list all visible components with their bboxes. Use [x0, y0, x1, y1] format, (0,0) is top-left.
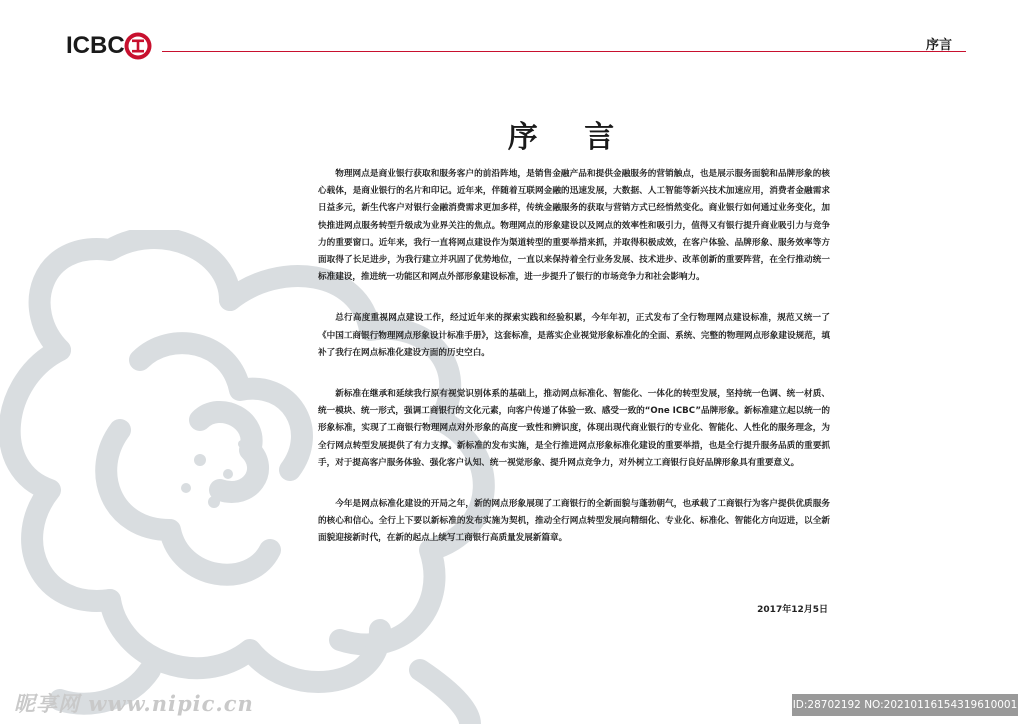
document-title: 序 言	[507, 120, 633, 155]
icbc-logo-text: ICBC	[66, 32, 125, 59]
header-divider	[162, 51, 966, 52]
paragraph: 今年是网点标准化建设的开局之年，新的网点形象展现了工商银行的全新面貌与蓬勃朝气，也承载了工商银行为客户提供优质服务的核心和信心。全行上下要以新标准的发布实施为契机，推动全行网点转型发展向精细化、专业化、标准化、智能化方向迈进，以全新面貌迎接新时代，在新的起点上续写工商银行高质量发展新篇章。	[318, 499, 830, 544]
watermark-site: 昵享网 www.nipic.cn	[14, 691, 254, 716]
paragraph: 新标准在继承和延续我行原有视觉识别体系的基础上，推动网点标准化、智能化、一体化的转型发展，坚持统一色调、统一材质、统一模块、统一形式，强调工商银行的文化元素，向客户传递了体验一致、感受一致的“One ICBC”品牌形象。新标准建立起以统一的形象标准，实现了工商银行物理网点对外形象的高度一致性和辨识度，体现出现代商业银行的专业化、智能化、人性化的服务理念，为全行网点转型发展提供了有力支撑。新标准的发布实施，是全行推进网点形象标准化建设的重要举措，也是全行提升服务品质的重要抓手，对于提高客户服务体验、强化客户认知、统一视觉形象、提升网点竞争力，对外树立工商银行良好品牌形象具有重要意义。	[318, 389, 830, 468]
section-title: 序言	[926, 38, 953, 53]
paragraph: 总行高度重视网点建设工作，经过近年来的探索实践和经验积累，今年年初，正式发布了全行物理网点建设标准，规范又统一了《中国工商银行物理网点形象设计标准手册》，这套标准，是落实企业视觉形象标准化的全面、系统、完整的物理网点形象建设规范，填补了我行在网点标准化建设方面的历史空白。	[318, 313, 830, 358]
document-date: 2017年12月5日	[757, 605, 828, 615]
page-header	[0, 0, 1024, 70]
document-body	[318, 166, 830, 572]
watermark-id: ID:28702192 NO:20210116154319610001	[792, 694, 1018, 716]
icbc-logo-icon	[123, 31, 153, 61]
paragraph: 物理网点是商业银行获取和服务客户的前沿阵地，是销售金融产品和提供金融服务的营销触点，也是展示服务面貌和品牌形象的核心载体，是商业银行的名片和印记。近年来，伴随着互联网金融的迅速发展，大数据、人工智能等新兴技术加速应用，消费者金融需求日益多元，新生代客户对银行金融消费需求更加多样，传统金融服务的获取与营销方式已经悄然变化。商业银行如何通过业务变化，加快推进网点服务转型升级成为业界关注的焦点。物理网点的形象建设以及网点的效率性和吸引力，值得又有银行提升商业吸引力与竞争力的重要窗口。近年来，我行一直将网点建设作为渠道转型的重要举措来抓，并取得积极成效，在客户体验、品牌形象、服务效率等方面取得了长足进步，为我行建立并巩固了优势地位，一直以来保持着全行业务发展、技术进步、改革创新的重要阵营，在全行推动统一标准建设，推进统一功能区和网点外部形象建设标准，进一步提升了银行的市场竞争力和社会影响力。	[318, 169, 830, 283]
